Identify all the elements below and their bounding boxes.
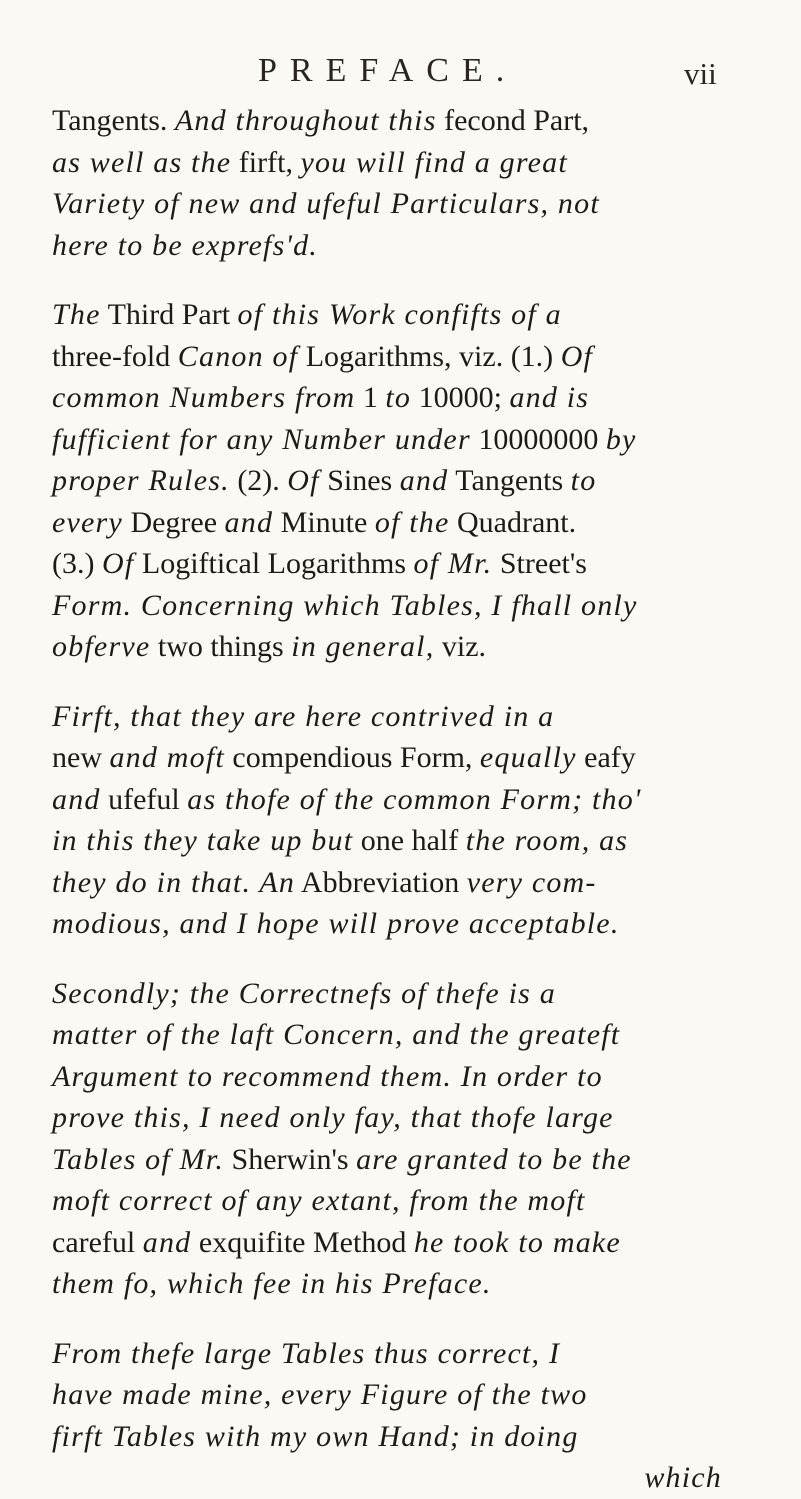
text-line bbox=[52, 696, 722, 738]
italic-text: equally bbox=[479, 741, 577, 774]
text-line bbox=[52, 585, 722, 627]
roman-text: Street's bbox=[492, 547, 587, 580]
roman-text: Logarithms, viz. (1.) bbox=[298, 339, 561, 373]
italic-text: Canon of bbox=[177, 339, 299, 373]
roman-text: Third Part bbox=[100, 298, 238, 331]
roman-text: careful bbox=[52, 1225, 143, 1259]
italic-text: here to be exprefs'd. bbox=[52, 228, 318, 262]
roman-text: Minute bbox=[273, 505, 375, 539]
roman-text: Degree bbox=[122, 505, 225, 539]
text-line bbox=[52, 100, 722, 142]
text-line bbox=[52, 294, 722, 336]
italic-text: they do in that. An bbox=[52, 865, 296, 899]
italic-text: as well as the bbox=[52, 145, 232, 179]
italic-text: and is bbox=[509, 381, 590, 414]
text-line bbox=[52, 820, 722, 862]
text-line bbox=[52, 502, 722, 544]
text-line bbox=[52, 1263, 722, 1305]
italic-text: modious, and I hope will prove acceptable. bbox=[52, 907, 620, 940]
text-line bbox=[52, 903, 722, 945]
italic-text: and bbox=[224, 505, 274, 539]
roman-text: ufeful bbox=[100, 782, 188, 816]
text-line bbox=[52, 973, 722, 1015]
roman-text: eafy bbox=[576, 741, 636, 774]
text-line bbox=[52, 419, 722, 461]
italic-text: From thefe large Tables thus correct, I bbox=[52, 1336, 561, 1370]
italic-text: Form. Concerning which Tables, I fhall only bbox=[52, 588, 638, 622]
text-line bbox=[52, 460, 722, 502]
italic-text: to bbox=[385, 381, 412, 414]
text-line bbox=[52, 1097, 722, 1139]
italic-text: by bbox=[605, 422, 637, 456]
italic-text: which bbox=[644, 1461, 722, 1494]
italic-text: of the bbox=[374, 505, 450, 539]
text-line bbox=[52, 225, 722, 267]
italic-text: he took to make bbox=[413, 1225, 621, 1259]
roman-text: Logiftical Logarithms bbox=[134, 547, 414, 580]
roman-text: Abbreviation bbox=[295, 865, 467, 899]
text-line bbox=[52, 737, 722, 779]
text-line bbox=[52, 1056, 722, 1098]
italic-text: Tables of Mr. bbox=[52, 1142, 225, 1176]
italic-text: and bbox=[142, 1225, 192, 1259]
paragraph-break bbox=[52, 1305, 722, 1333]
roman-text: 10000000 bbox=[470, 422, 606, 456]
italic-text: common Numbers from bbox=[52, 381, 356, 414]
roman-text: Sherwin's bbox=[224, 1142, 357, 1176]
paragraph-break bbox=[52, 945, 722, 973]
italic-text: have made mine, every Figure of the two bbox=[52, 1378, 588, 1411]
text-line bbox=[52, 142, 722, 184]
italic-text: Secondly; the Correctnefs of thefe is a bbox=[52, 976, 556, 1010]
roman-text: Sines bbox=[319, 464, 400, 497]
page-number: vii bbox=[684, 56, 717, 91]
italic-text: to bbox=[570, 464, 597, 497]
italic-text: matter of the laft Concern, and the greateft bbox=[52, 1018, 621, 1051]
text-line bbox=[52, 1139, 722, 1181]
paragraph-break bbox=[52, 266, 722, 294]
roman-text: Quadrant. bbox=[449, 505, 577, 539]
running-head bbox=[0, 52, 801, 96]
italic-text: Of bbox=[101, 547, 135, 580]
roman-text: one half bbox=[353, 824, 466, 857]
italic-text: Variety of new and ufeful Particulars, not bbox=[52, 187, 600, 220]
roman-text: viz. bbox=[434, 630, 487, 663]
italic-text: Argument to recommend them. In order to bbox=[52, 1059, 603, 1093]
text-line bbox=[52, 1457, 722, 1499]
text-line bbox=[52, 1014, 722, 1056]
italic-text: in general, bbox=[291, 630, 435, 663]
body-text bbox=[52, 100, 722, 1499]
italic-text: moft correct of any extant, from the moft bbox=[52, 1184, 586, 1217]
italic-text: you will find a great bbox=[300, 145, 568, 179]
italic-text: of this Work confifts of a bbox=[237, 298, 562, 331]
roman-text: exquifite Method bbox=[191, 1225, 414, 1259]
italic-text: as thofe of the common Form; tho' bbox=[187, 782, 642, 816]
text-line bbox=[52, 779, 722, 821]
text-line bbox=[52, 1333, 722, 1375]
italic-text: obferve bbox=[52, 630, 151, 663]
text-line bbox=[52, 336, 722, 378]
roman-text: 10000; bbox=[411, 381, 510, 414]
text-line bbox=[52, 1222, 722, 1264]
italic-text: and bbox=[399, 464, 449, 497]
italic-text: And throughout this bbox=[174, 104, 437, 137]
roman-text: Tangents bbox=[448, 464, 571, 497]
roman-text: 1 bbox=[355, 381, 386, 414]
italic-text: the room, as bbox=[465, 824, 629, 857]
text-line bbox=[52, 1416, 722, 1458]
italic-text: proper Rules. bbox=[52, 464, 230, 497]
text-line bbox=[52, 1180, 722, 1222]
text-line bbox=[52, 183, 722, 225]
italic-text: The bbox=[52, 298, 101, 331]
italic-text: very com- bbox=[466, 865, 597, 899]
roman-text: new bbox=[52, 741, 110, 774]
text-line bbox=[52, 377, 722, 419]
roman-text: fecond Part, bbox=[436, 104, 590, 137]
roman-text: (3.) bbox=[52, 547, 102, 580]
running-title: PREFACE. bbox=[258, 52, 518, 89]
italic-text: prove this, I need only fay, that thofe large bbox=[52, 1101, 614, 1134]
italic-text: Of bbox=[560, 339, 594, 373]
italic-text: are granted to be the bbox=[356, 1142, 632, 1176]
text-line bbox=[52, 862, 722, 904]
roman-text: firft, bbox=[231, 145, 301, 179]
italic-text: Of bbox=[287, 464, 320, 497]
italic-text: fufficient for any Number under bbox=[52, 422, 471, 456]
italic-text: of Mr. bbox=[413, 547, 493, 580]
roman-text: two things bbox=[150, 630, 292, 663]
roman-text: three-fold bbox=[52, 339, 178, 373]
italic-text: and bbox=[52, 782, 101, 816]
italic-text: every bbox=[52, 505, 123, 539]
roman-text: compendious Form, bbox=[224, 741, 480, 774]
italic-text: in this they take up but bbox=[52, 824, 354, 857]
text-line bbox=[52, 543, 722, 585]
italic-text: Firft, that they are here contrived in a bbox=[52, 699, 555, 733]
text-line bbox=[52, 1374, 722, 1416]
italic-text: and moft bbox=[109, 741, 225, 774]
italic-text: them fo, which fee in his Preface. bbox=[52, 1267, 492, 1300]
paragraph-break bbox=[52, 668, 722, 696]
roman-text: Tangents. bbox=[52, 104, 175, 137]
text-line bbox=[52, 626, 722, 668]
roman-text: (2). bbox=[229, 464, 288, 497]
italic-text: firft Tables with my own Hand; in doing bbox=[52, 1419, 579, 1453]
